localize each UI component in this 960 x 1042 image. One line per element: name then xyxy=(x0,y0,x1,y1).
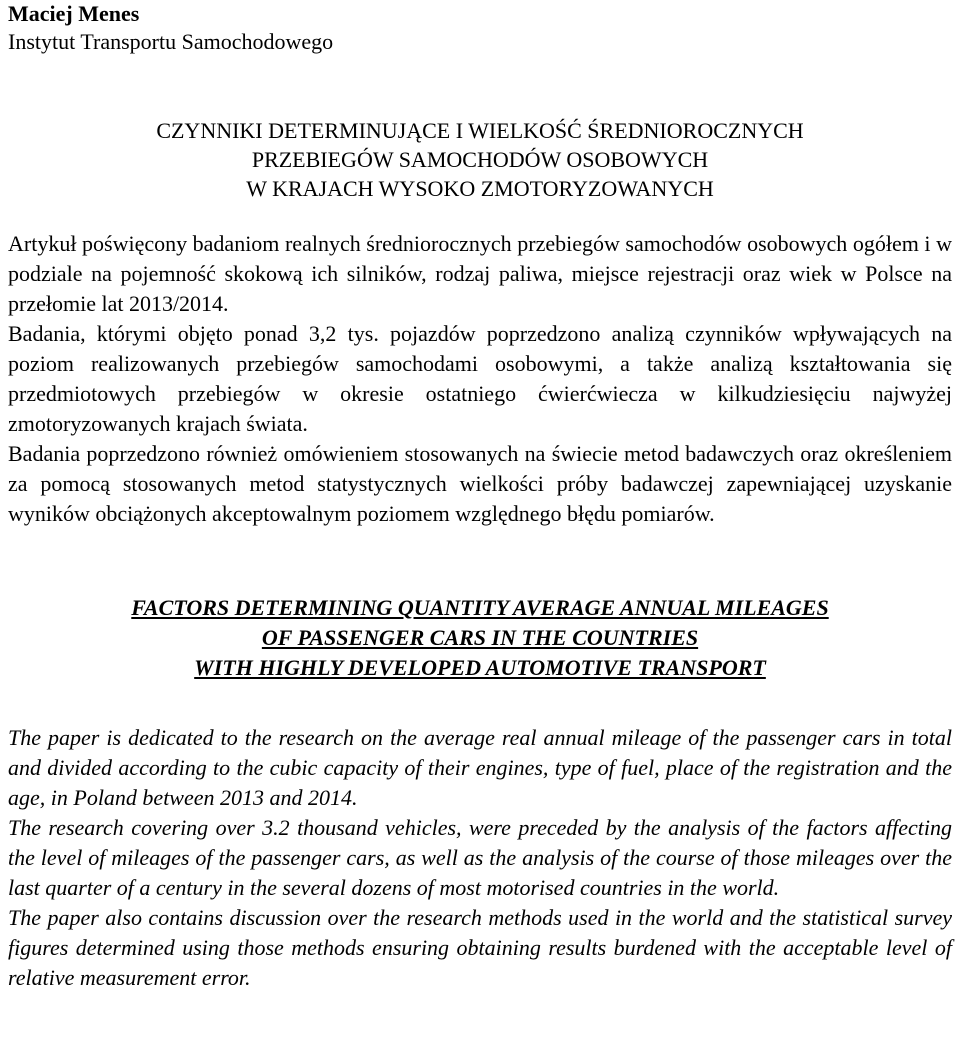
polish-abstract xyxy=(8,229,952,529)
polish-abstract-paragraph: Artykuł poświęcony badaniom realnych średniorocznych przebiegów samochodów osobowych ogółem i w podziale na pojemność skokową ich silników, rodzaj paliwa, miejsce rejestracji oraz wiek w Polsce na przełomie lat 2013/2014. xyxy=(8,231,952,316)
english-title xyxy=(8,593,952,683)
english-abstract-paragraph: The paper also contains discussion over the research methods used in the world and the statistical survey figures determined using those methods ensuring obtaining results burdened with the acceptable level of relative measurement error. xyxy=(8,905,952,990)
polish-title-line: PRZEBIEGÓW SAMOCHODÓW OSOBOWYCH xyxy=(251,147,709,172)
polish-abstract-paragraph: Badania poprzedzono również omówieniem stosowanych na świecie metod badawczych oraz określeniem za pomocą stosowanych metod statystycznych wielkości próby badawczej zapewniającej uzyskanie wyników obciążonych akceptowalnym poziomem względnego błędu pomiarów. xyxy=(8,441,952,526)
institution-name: Instytut Transportu Samochodowego xyxy=(8,29,334,54)
english-abstract-paragraph: The research covering over 3.2 thousand vehicles, were preceded by the analysis of the factors affecting the level of mileages of the passenger cars, as well as the analysis of the course of those mileages over the last quarter of a century in the several dozens of most motorised countries in the world. xyxy=(8,815,952,900)
polish-title xyxy=(8,116,952,203)
polish-title-line: W KRAJACH WYSOKO ZMOTORYZOWANYCH xyxy=(246,176,714,201)
polish-abstract-paragraph: Badania, którymi objęto ponad 3,2 tys. pojazdów poprzedzono analizą czynników wpływających na poziom realizowanych przebiegów samochodami osobowymi, a także analizą kształtowania się przedmiotowych przebiegów w okresie ostatniego ćwierćwiecza w kilkudziesięciu najwyżej zmotoryzowanych krajach świata. xyxy=(8,321,952,436)
english-title-line: WITH HIGHLY DEVELOPED AUTOMOTIVE TRANSPORT xyxy=(194,655,766,680)
english-abstract-paragraph: The paper is dedicated to the research on the average real annual mileage of the passenger cars in total and divided according to the cubic capacity of their engines, type of fuel, place of the registration and the age, in Poland between 2013 and 2014. xyxy=(8,725,952,810)
english-title-line: OF PASSENGER CARS IN THE COUNTRIES xyxy=(261,625,699,650)
english-title-line: FACTORS DETERMINING QUANTITY AVERAGE ANNUAL MILEAGES xyxy=(131,595,829,620)
author-name: Maciej Menes xyxy=(8,1,140,26)
english-abstract xyxy=(8,723,952,993)
polish-title-line: CZYNNIKI DETERMINUJĄCE I WIELKOŚĆ ŚREDNIOROCZNYCH xyxy=(156,118,804,143)
